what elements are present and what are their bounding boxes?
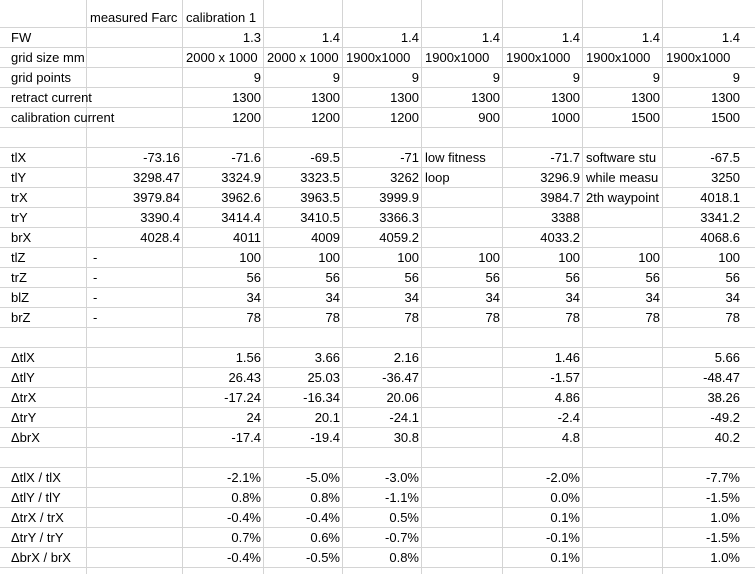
cell[interactable] xyxy=(422,508,503,528)
cell[interactable]: 4009 xyxy=(311,230,340,245)
cell[interactable]: -1.5% xyxy=(706,530,740,545)
sheet-row xyxy=(0,528,755,548)
cell[interactable]: 4028.4 xyxy=(140,230,180,245)
sheet-row xyxy=(0,328,755,348)
cell[interactable]: 1.0% xyxy=(710,510,740,525)
cell[interactable]: 3414.4 xyxy=(221,210,261,225)
cell[interactable]: ΔbrX xyxy=(11,430,40,445)
cell[interactable] xyxy=(87,528,183,548)
cell[interactable] xyxy=(583,388,663,408)
cell[interactable] xyxy=(87,68,183,88)
cell[interactable]: ΔtlY / tlY xyxy=(11,490,61,505)
cell[interactable] xyxy=(87,368,183,388)
cell[interactable]: 0.6% xyxy=(310,530,340,545)
cell[interactable] xyxy=(503,328,583,348)
cell[interactable]: 4068.6 xyxy=(700,230,740,245)
cell[interactable]: 1200 xyxy=(390,110,419,125)
sheet-row xyxy=(0,448,755,468)
cell[interactable]: 1.4 xyxy=(400,30,419,45)
cell[interactable]: retract current xyxy=(11,90,92,105)
cell[interactable]: -0.4% xyxy=(306,510,340,525)
cell[interactable]: loop xyxy=(425,170,450,185)
cell[interactable]: 3341.2 xyxy=(700,210,740,225)
cell[interactable]: 1.4 xyxy=(641,30,660,45)
cell[interactable] xyxy=(422,488,503,508)
cell[interactable] xyxy=(264,8,343,28)
cell[interactable]: 34 xyxy=(246,290,261,305)
cell[interactable]: 1300 xyxy=(711,90,740,105)
cell[interactable]: 78 xyxy=(325,310,340,325)
cell[interactable]: calibration current xyxy=(11,110,115,125)
sheet-row xyxy=(0,148,755,168)
cell[interactable] xyxy=(183,328,264,348)
cell[interactable]: 3324.9 xyxy=(221,170,261,185)
cell[interactable]: 1500 xyxy=(711,110,740,125)
cell[interactable]: 0.1% xyxy=(550,510,580,525)
cell[interactable] xyxy=(87,108,183,128)
cell[interactable]: 5.66 xyxy=(714,350,740,365)
cell[interactable]: 3999.9 xyxy=(379,190,419,205)
cell[interactable] xyxy=(422,548,503,568)
cell[interactable]: software stu xyxy=(586,150,657,165)
cell[interactable]: -1.5% xyxy=(706,490,740,505)
cell[interactable] xyxy=(422,348,503,368)
cell[interactable] xyxy=(422,528,503,548)
sheet-row xyxy=(0,108,755,128)
cell[interactable]: -17.24 xyxy=(224,390,261,405)
cell[interactable] xyxy=(8,128,87,148)
cell[interactable]: 1900x1000 xyxy=(666,50,731,65)
cell[interactable]: -48.47 xyxy=(703,370,740,385)
cell[interactable] xyxy=(87,28,183,48)
cell[interactable] xyxy=(422,228,503,248)
cell[interactable]: 34 xyxy=(565,290,580,305)
cell[interactable]: 1300 xyxy=(631,90,660,105)
cell[interactable] xyxy=(663,328,743,348)
cell[interactable]: ΔtrX / trX xyxy=(11,510,64,525)
cell[interactable] xyxy=(583,468,663,488)
cell[interactable]: 9 xyxy=(492,70,500,85)
cell[interactable]: 1900x1000 xyxy=(425,50,490,65)
cell[interactable]: 4059.2 xyxy=(379,230,419,245)
cell[interactable]: 0.0% xyxy=(550,490,580,505)
cell[interactable]: -2.1% xyxy=(227,470,261,485)
cell[interactable]: 34 xyxy=(325,290,340,305)
sheet-row xyxy=(0,228,755,248)
cell[interactable]: 9 xyxy=(411,70,419,85)
cell[interactable]: 0.8% xyxy=(389,550,419,565)
sheet-row xyxy=(0,428,755,448)
cell[interactable]: 3963.5 xyxy=(300,190,340,205)
cell[interactable]: -36.47 xyxy=(382,370,419,385)
cell[interactable]: ΔtrY / trY xyxy=(11,530,64,545)
cell[interactable]: 1.0% xyxy=(710,550,740,565)
cell[interactable]: 2.16 xyxy=(393,350,419,365)
cell[interactable] xyxy=(87,328,183,348)
cell[interactable]: 9 xyxy=(732,70,740,85)
cell[interactable]: 56 xyxy=(645,270,660,285)
cell[interactable] xyxy=(8,328,87,348)
cell[interactable]: grid points xyxy=(11,70,71,85)
cell[interactable]: -1.1% xyxy=(385,490,419,505)
cell[interactable]: 2th waypoint xyxy=(586,190,659,205)
cell[interactable]: 1.46 xyxy=(554,350,580,365)
cell[interactable] xyxy=(87,468,183,488)
cell[interactable]: 3366.3 xyxy=(379,210,419,225)
cell[interactable]: 4033.2 xyxy=(540,230,580,245)
sheet-row xyxy=(0,368,755,388)
cell[interactable]: 25.03 xyxy=(307,370,340,385)
cell[interactable] xyxy=(583,328,663,348)
cell[interactable]: while measu xyxy=(586,170,659,185)
cell[interactable]: 4018.1 xyxy=(700,190,740,205)
sheet-row xyxy=(0,348,755,368)
cell[interactable]: 3262 xyxy=(390,170,419,185)
cell[interactable] xyxy=(663,128,743,148)
cell[interactable] xyxy=(503,448,583,468)
cell[interactable]: 56 xyxy=(325,270,340,285)
cell[interactable]: 9 xyxy=(572,70,580,85)
cell[interactable]: 56 xyxy=(485,270,500,285)
cell[interactable] xyxy=(87,548,183,568)
sheet-row xyxy=(0,508,755,528)
cell[interactable]: 1500 xyxy=(631,110,660,125)
cell[interactable] xyxy=(583,488,663,508)
cell[interactable]: 100 xyxy=(478,250,500,265)
cell[interactable] xyxy=(583,428,663,448)
cell[interactable]: -16.34 xyxy=(303,390,340,405)
cell[interactable] xyxy=(87,408,183,428)
cell[interactable] xyxy=(583,348,663,368)
cell[interactable] xyxy=(583,228,663,248)
cell[interactable]: brX xyxy=(11,230,32,245)
cell[interactable] xyxy=(87,428,183,448)
cell[interactable]: 9 xyxy=(652,70,660,85)
cell[interactable] xyxy=(87,88,183,108)
cell[interactable]: 1200 xyxy=(311,110,340,125)
cell[interactable]: -71.7 xyxy=(550,150,580,165)
cell[interactable] xyxy=(183,128,264,148)
cell[interactable]: 30.8 xyxy=(393,430,419,445)
cell[interactable]: -67.5 xyxy=(710,150,740,165)
sheet-row xyxy=(0,88,755,108)
cell[interactable]: 1.4 xyxy=(721,30,740,45)
sheet-row xyxy=(0,68,755,88)
cell[interactable] xyxy=(503,128,583,148)
cell[interactable]: 100 xyxy=(318,250,340,265)
sheet-row xyxy=(0,388,755,408)
cell[interactable] xyxy=(87,508,183,528)
cell[interactable]: 1.4 xyxy=(561,30,580,45)
cell[interactable]: 34 xyxy=(645,290,660,305)
cell[interactable] xyxy=(422,428,503,448)
cell[interactable]: -19.4 xyxy=(310,430,340,445)
cell[interactable]: -0.4% xyxy=(227,550,261,565)
cell[interactable] xyxy=(503,8,583,28)
cell[interactable]: 1300 xyxy=(471,90,500,105)
cell[interactable] xyxy=(583,548,663,568)
sheet-row xyxy=(0,548,755,568)
cell[interactable]: 78 xyxy=(485,310,500,325)
cell[interactable]: -0.7% xyxy=(385,530,419,545)
cell[interactable] xyxy=(183,448,264,468)
cell[interactable]: 56 xyxy=(725,270,740,285)
cell[interactable] xyxy=(422,128,503,148)
cell[interactable] xyxy=(343,328,422,348)
cell[interactable]: 0.8% xyxy=(231,490,261,505)
cell[interactable]: 1300 xyxy=(390,90,419,105)
sheet-row xyxy=(0,288,755,308)
cell[interactable] xyxy=(343,448,422,468)
cell[interactable]: 78 xyxy=(565,310,580,325)
cell[interactable]: 1900x1000 xyxy=(346,50,411,65)
cell[interactable]: ΔtlY xyxy=(11,370,35,385)
cell[interactable]: 100 xyxy=(638,250,660,265)
cell[interactable]: 3323.5 xyxy=(300,170,340,185)
cell[interactable]: - xyxy=(93,290,98,305)
cell[interactable]: -0.4% xyxy=(227,510,261,525)
cell[interactable]: grid size mm xyxy=(11,50,85,65)
cell[interactable]: -69.5 xyxy=(310,150,340,165)
cell[interactable] xyxy=(264,448,343,468)
cell[interactable]: 0.8% xyxy=(310,490,340,505)
cell[interactable]: 2000 x 1000 xyxy=(267,50,339,65)
cell[interactable]: 2000 x 1000 xyxy=(186,50,258,65)
cell[interactable]: 78 xyxy=(725,310,740,325)
sheet-row xyxy=(0,308,755,328)
cell[interactable]: FW xyxy=(11,30,32,45)
cell[interactable]: - xyxy=(93,270,98,285)
cell[interactable] xyxy=(264,328,343,348)
cell[interactable] xyxy=(583,508,663,528)
cell[interactable]: 0.1% xyxy=(550,550,580,565)
cell[interactable] xyxy=(87,388,183,408)
cell[interactable]: -0.5% xyxy=(306,550,340,565)
cell[interactable]: 20.1 xyxy=(314,410,340,425)
cell[interactable] xyxy=(422,188,503,208)
cell[interactable]: 78 xyxy=(645,310,660,325)
cell[interactable]: ΔtrX xyxy=(11,390,37,405)
cell[interactable]: 1200 xyxy=(232,110,261,125)
cell[interactable]: 3410.5 xyxy=(300,210,340,225)
cell[interactable]: 38.26 xyxy=(707,390,740,405)
cell[interactable]: 1900x1000 xyxy=(506,50,571,65)
cell[interactable]: -1.57 xyxy=(550,370,580,385)
cell[interactable]: 1300 xyxy=(232,90,261,105)
cell[interactable] xyxy=(583,368,663,388)
cell[interactable]: 78 xyxy=(246,310,261,325)
cell[interactable]: 24 xyxy=(246,410,261,425)
cell[interactable] xyxy=(583,448,663,468)
cell[interactable]: 1.4 xyxy=(321,30,340,45)
cell[interactable]: - xyxy=(93,250,98,265)
cell[interactable]: -73.16 xyxy=(143,150,180,165)
cell[interactable]: calibration 1 xyxy=(186,10,257,25)
cell[interactable] xyxy=(87,348,183,368)
cell[interactable] xyxy=(343,8,422,28)
sheet-row xyxy=(0,28,755,48)
cell[interactable] xyxy=(264,128,343,148)
cell[interactable]: 4.8 xyxy=(561,430,580,445)
cell[interactable]: 56 xyxy=(565,270,580,285)
sheet-row xyxy=(0,408,755,428)
cell[interactable]: 1300 xyxy=(311,90,340,105)
cell[interactable]: 4.86 xyxy=(554,390,580,405)
sheet-row xyxy=(0,128,755,148)
cell[interactable]: 100 xyxy=(397,250,419,265)
cell[interactable] xyxy=(87,488,183,508)
cell[interactable]: blZ xyxy=(11,290,30,305)
sheet-row xyxy=(0,8,755,28)
cell[interactable]: 40.2 xyxy=(714,430,740,445)
sheet-row xyxy=(0,48,755,68)
cell[interactable]: 34 xyxy=(485,290,500,305)
cell[interactable]: -0.1% xyxy=(546,530,580,545)
cell[interactable]: 0.7% xyxy=(231,530,261,545)
sheet-row xyxy=(0,248,755,268)
cell[interactable]: ΔtrY xyxy=(11,410,37,425)
cell[interactable]: -3.0% xyxy=(385,470,419,485)
cell[interactable]: 0.5% xyxy=(389,510,419,525)
cell[interactable] xyxy=(663,448,743,468)
cell[interactable]: -24.1 xyxy=(389,410,419,425)
cell[interactable]: brZ xyxy=(11,310,31,325)
cell[interactable]: -49.2 xyxy=(710,410,740,425)
cell[interactable]: 3390.4 xyxy=(140,210,180,225)
cell[interactable]: 900 xyxy=(478,110,500,125)
sheet-row xyxy=(0,208,755,228)
cell[interactable]: trY xyxy=(11,210,28,225)
cell[interactable]: 100 xyxy=(718,250,740,265)
sheet-row xyxy=(0,168,755,188)
sheet-row xyxy=(0,188,755,208)
cell[interactable]: 3979.84 xyxy=(133,190,180,205)
cell[interactable]: tlX xyxy=(11,150,27,165)
cell[interactable]: -2.4 xyxy=(557,410,580,425)
cell[interactable] xyxy=(8,448,87,468)
cell[interactable]: tlY xyxy=(11,170,27,185)
cell[interactable]: trX xyxy=(11,190,28,205)
cell[interactable] xyxy=(422,468,503,488)
cell[interactable]: ΔtlX xyxy=(11,350,35,365)
cell[interactable] xyxy=(422,408,503,428)
cell[interactable]: -5.0% xyxy=(306,470,340,485)
cell[interactable]: measured Farc xyxy=(90,10,178,25)
cell[interactable]: 1900x1000 xyxy=(586,50,651,65)
cell[interactable] xyxy=(8,8,87,28)
cell[interactable]: 1.3 xyxy=(242,30,261,45)
cell[interactable] xyxy=(583,528,663,548)
sheet-row xyxy=(0,468,755,488)
cell[interactable]: 1000 xyxy=(551,110,580,125)
cell[interactable]: 100 xyxy=(239,250,261,265)
cell[interactable] xyxy=(422,388,503,408)
sheet-row xyxy=(0,268,755,288)
cell[interactable]: 26.43 xyxy=(228,370,261,385)
cell[interactable] xyxy=(422,368,503,388)
cell[interactable]: 3388 xyxy=(551,210,580,225)
cell[interactable]: 1.56 xyxy=(235,350,261,365)
cell[interactable] xyxy=(663,8,743,28)
cell[interactable]: - xyxy=(93,310,98,325)
cell[interactable] xyxy=(422,328,503,348)
cell[interactable]: trZ xyxy=(11,270,27,285)
cell[interactable]: 9 xyxy=(332,70,340,85)
cell[interactable]: low fitness xyxy=(425,150,486,165)
cell[interactable]: tlZ xyxy=(11,250,26,265)
cell[interactable]: 100 xyxy=(558,250,580,265)
cell[interactable] xyxy=(343,128,422,148)
cell[interactable]: ΔbrX / brX xyxy=(11,550,71,565)
cell[interactable] xyxy=(87,128,183,148)
cell[interactable]: 78 xyxy=(404,310,419,325)
cell[interactable]: 1.4 xyxy=(481,30,500,45)
cell[interactable] xyxy=(422,8,503,28)
cell[interactable]: 9 xyxy=(253,70,261,85)
cell[interactable] xyxy=(87,448,183,468)
cell[interactable]: -2.0% xyxy=(546,470,580,485)
cell[interactable]: 3298.47 xyxy=(133,170,180,185)
sheet-row xyxy=(0,488,755,508)
cell[interactable]: 34 xyxy=(725,290,740,305)
cell[interactable]: 3984.7 xyxy=(540,190,580,205)
cell[interactable]: 3250 xyxy=(711,170,740,185)
cell[interactable]: -7.7% xyxy=(706,470,740,485)
cell[interactable]: 34 xyxy=(404,290,419,305)
cell[interactable] xyxy=(583,8,663,28)
cell[interactable]: 3.66 xyxy=(314,350,340,365)
cell[interactable] xyxy=(422,208,503,228)
cell[interactable]: 1300 xyxy=(551,90,580,105)
cell[interactable]: 56 xyxy=(404,270,419,285)
cell[interactable]: 20.06 xyxy=(386,390,419,405)
cell[interactable]: -71.6 xyxy=(231,150,261,165)
cell[interactable] xyxy=(583,128,663,148)
cell[interactable]: ΔtlX / tlX xyxy=(11,470,61,485)
cell[interactable] xyxy=(583,208,663,228)
cell[interactable]: 3296.9 xyxy=(540,170,580,185)
cell[interactable] xyxy=(87,48,183,68)
cell[interactable]: 3962.6 xyxy=(221,190,261,205)
cell[interactable] xyxy=(422,448,503,468)
cell[interactable]: -17.4 xyxy=(231,430,261,445)
cell[interactable]: 4011 xyxy=(233,230,261,245)
cell[interactable]: 56 xyxy=(246,270,261,285)
cell[interactable]: -71 xyxy=(400,150,419,165)
cell[interactable] xyxy=(583,408,663,428)
